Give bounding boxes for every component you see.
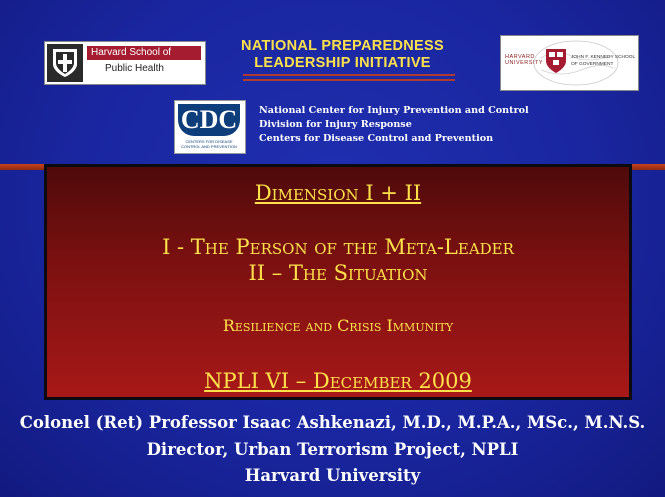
cdc-logo <box>174 100 246 154</box>
panel-line-date: NPLI VI – December 2009 <box>204 369 472 393</box>
dimension-title: Dimension I + II <box>254 181 422 205</box>
veritas-shield-icon <box>545 48 567 74</box>
cdc-logo-subtext: CENTERS FOR DISEASE CONTROL AND PREVENTION <box>181 139 237 149</box>
panel-line-person: I - The Person of the Meta-Leader <box>162 235 514 259</box>
panel-line-situation: II – The Situation <box>248 261 428 285</box>
presenter-affiliation: Harvard University <box>244 466 421 485</box>
title-underline-bottom <box>243 79 455 81</box>
cdc-affiliation-line: National Center for Injury Prevention and Control <box>259 105 529 116</box>
harvard-shield-icon <box>47 44 83 82</box>
ksg-school-text: JOHN F. KENNEDY SCHOOL OF GOVERNMENT <box>571 55 635 67</box>
harvard-sph-logo <box>44 41 206 85</box>
ksg-harvard-text: HARVARD UNIVERSITY <box>505 54 544 66</box>
title-underline-top <box>243 74 455 76</box>
npli-title-line1: NATIONAL PREPAREDNESS <box>241 38 444 54</box>
npli-title <box>215 38 470 72</box>
cdc-affiliation-line: Division for Injury Response <box>259 119 412 130</box>
kennedy-school-logo <box>500 35 639 91</box>
npli-title-line2: LEADERSHIP INITIATIVE <box>254 55 431 71</box>
title-panel <box>44 164 632 400</box>
cdc-logo-text: CDC <box>178 104 240 136</box>
panel-line-resilience: Resilience and Crisis Immunity <box>222 316 454 335</box>
hsph-logo-line2: Public Health <box>105 63 164 74</box>
cdc-affiliation <box>259 104 559 146</box>
presenter-name: Colonel (Ret) Professor Isaac Ashkenazi, M.D., M.P.A., MSc., M.N.S. <box>19 413 646 432</box>
cdc-affiliation-line: Centers for Disease Control and Prevention <box>259 133 494 144</box>
presenter-title: Director, Urban Terrorism Project, NPLI <box>146 440 519 459</box>
hsph-logo-line1: Harvard School of <box>87 46 201 60</box>
